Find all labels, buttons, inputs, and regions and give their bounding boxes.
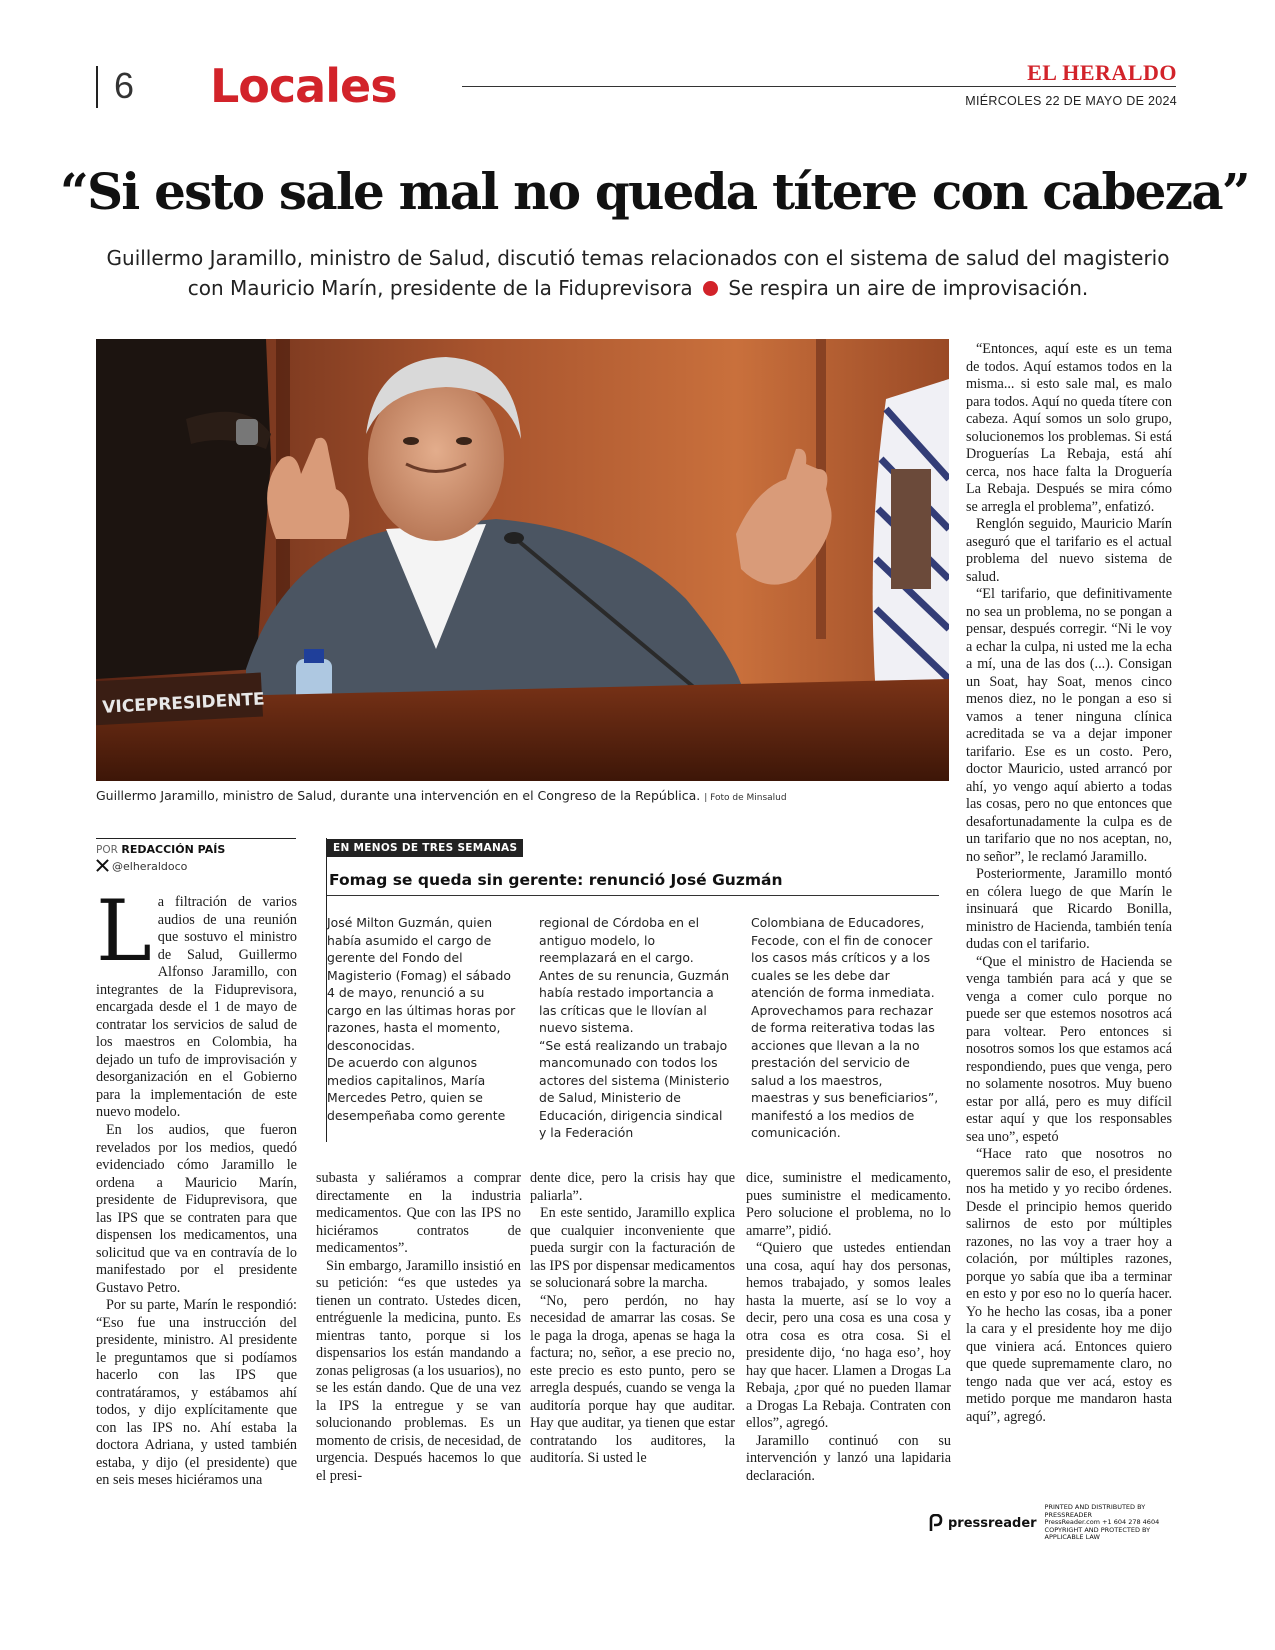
paragraph: dice, suministre el medicamento, pues suministre el medicamento. Pero solucione el problema, no lo amarre”, pidió. xyxy=(746,1170,951,1239)
byline xyxy=(96,838,296,873)
pressreader-icon xyxy=(928,1514,944,1532)
article-column-3 xyxy=(530,1170,735,1468)
sidebar-column-1 xyxy=(327,914,519,1142)
sidebar-kicker: EN MENOS DE TRES SEMANAS xyxy=(327,839,523,857)
notice-line: COPYRIGHT AND PROTECTED BY APPLICABLE LAW xyxy=(1044,1525,1151,1542)
page-header xyxy=(0,0,1275,120)
article-right-column xyxy=(966,341,1172,1426)
paragraph: José Milton Guzmán, quien había asumido el cargo de gerente del Fondo del Magisterio (Fomag) el sábado 4 de mayo, renunció a su cargo en las últimas horas por razones, hasta el momento, desconocidas. xyxy=(327,915,516,1053)
paragraph: regional de Córdoba en el antiguo modelo, lo reemplazará en el cargo. xyxy=(539,915,700,965)
article-column-2 xyxy=(316,1170,521,1485)
paragraph: a filtración de varios audios de una reunión que sostuvo el ministro de Salud, Guillermo Alfonso Jaramillo, con integrantes de la Fiduprevisora, encargada desde el 1 de mayo de contratar los servicios de salud de los maestros en Colombia, ha dejado un tufo de improvisación y desorganización en el Gobierno para la implementación de este nuevo modelo. xyxy=(96,894,297,1120)
paragraph: subasta y saliéramos a comprar directamente en la industria medicamentos. Que con las IPS no hiciéramos contratos de medicamentos”. xyxy=(316,1170,521,1256)
section-title: Locales xyxy=(210,59,397,113)
paragraph: dente dice, pero la crisis hay que paliarla”. xyxy=(530,1170,735,1204)
pressreader-footer xyxy=(928,1503,1172,1542)
headline: “Si esto sale mal no queda títere con cabeza” xyxy=(60,162,1249,221)
pressreader-logo xyxy=(928,1514,1037,1532)
sidebar-column-2 xyxy=(539,914,731,1142)
main-photo xyxy=(96,339,949,781)
issue-date: MIÉRCOLES 22 DE MAYO DE 2024 xyxy=(965,94,1177,108)
article-lead xyxy=(96,882,297,1122)
paragraph: “Hace rato que nosotros no queremos salir de eso, el presidente nos ha metido y yo recibo órdenes. Desde el principio hemos querido salirnos de esto por múltiples razones, no las voy a traer hoy a colación, por múltiples razones, porque yo sabía que iba a terminar en esto y por eso no lo quería hacer. Yo he hecho las cosas, iba a poner la cara y el presidente hoy me dijo que viniera acá. Entonces quiero que quede supremamente claro, no tengo nada que ver acá, estoy es metido porque me mandaron hasta aquí”, agregó. xyxy=(966,1146,1172,1425)
paragraph: “Entonces, aquí este es un tema de todos. Aquí estamos todos en la misma... si esto sale mal, es malo para todos. Aquí no queda títere con cabeza. Aquí somos un solo grupo, solucionemos los problemas. Si está Droguerías La Rebaja, está ahí cerca, nos hace falta la Droguería La Rebaja. Después se mira cómo se arregla el problema”, enfatizó. xyxy=(966,341,1172,515)
paragraph: Posteriormente, Jaramillo montó en cólera luego de que Marín le insinuará que Ricardo Bonilla, ministro de Hacienda, también tenía dudas con el tarifario. xyxy=(966,866,1172,952)
paragraph: Por su parte, Marín le respondió: “Eso fue una instrucción del presidente, ministro. Al presidente le preguntamos que si podíamos hacerlo con las IPS que contratáramos, y estábamos ahí todos, y dijo explícitamente que con las IPS no. Ahí estaba la doctora Adriana, y usted también estaba, y dijo (el presidente) que en seis meses hiciéramos una xyxy=(96,1297,297,1488)
byline-por: POR xyxy=(96,844,118,856)
bullet-dot-icon xyxy=(703,281,718,296)
paragraph: Jaramillo continuó con su intervención y lanzó una lapidaria declaración. xyxy=(746,1432,951,1484)
photo-caption xyxy=(96,788,956,803)
subhead-part-2: Se respira un aire de improvisación. xyxy=(728,276,1089,300)
paragraph: “No, pero perdón, no hay necesidad de amarrar las cosas. Se le paga la droga, apenas se haga la factura; no, señor, a ese precio no, este precio es esto punto, pero se arregla después, cuando se venga la auditoría porque hay que auditar. Hay que auditar, ya tienen que estar contratando los auditores, la auditoría. Si usted le xyxy=(530,1292,735,1466)
paragraph: “Quiero que ustedes entiendan una cosa, aquí hay dos personas, hemos trabajado, y somos leales hasta la muerte, así se lo voy a decir, pero una cosa es una cosa y otra cosa es otra cosa. Si el presidente dijo, ‘no haga eso’, hoy hay que hacer. Llamen a Drogas La Rebaja, ¿por qué no pueden llamar a Drogas La Rebaja. Contraten con ellos”, agregó. xyxy=(746,1240,951,1431)
page-number: 6 xyxy=(96,66,134,108)
notice-line: PRINTED AND DISTRIBUTED BY PRESSREADER xyxy=(1044,1503,1146,1519)
photo-credit: | Foto de Minsalud xyxy=(704,793,787,803)
paragraph: Sin embargo, Jaramillo insistió en su petición: “es que ustedes ya tienen un contrato. Ustedes dicen, entréguenle la medicina, punto. Es mientras tanto, porque si los dispensarios los están mandando a zonas peligrosas (a los usuarios), no se les están dando. Que de una vez la IPS la entregue y se van solucionando problemas. Es un momento de crisis, de necesidad, de urgencia. Después hacemos lo que el presi- xyxy=(316,1257,521,1484)
paragraph: Antes de su renuncia, Guzmán había restado importancia a las críticas que le llovían al nuevo sistema. xyxy=(539,967,730,1035)
paragraph: Renglón seguido, Mauricio Marín aseguró que el tarifario es el actual problema del nuevo sistema de salud. xyxy=(966,516,1172,585)
subhead-part-1: Guillermo Jaramillo, ministro de Salud, discutió temas relacionados con el sistema de salud del magisterio con Mauricio Marín, presidente de la Fiduprevisora xyxy=(106,246,1170,300)
article-column-4 xyxy=(746,1170,951,1485)
notice-line: PressReader.com +1 604 278 4604 xyxy=(1044,1518,1160,1527)
header-rule xyxy=(462,86,1176,87)
sidebar-title: Fomag se queda sin gerente: renunció José Guzmán xyxy=(327,871,939,896)
nameplate-text: VICEPRESIDENTE xyxy=(101,689,266,718)
social-handle[interactable]: @elheraldoco xyxy=(112,860,188,873)
paragraph: “El tarifario, que definitivamente no sea un problema, no se pongan a pensar, después corregir. “Ni le voy a echar la culpa, ni usted me la echa a mí, una de las dos (...). Consigan un Soat, hay Soat, menos cinco menos diez, no le pongan a eso si vamos a tener ninguna clínica acreditada se va a dejar imponer tarifario. Ese es un costo. Pero, doctor Mauricio, usted arrancó por ahí, yo vengo aquí abierto a todas las cosas, pero no que entonces que desafortunadamente la culpa es de un tarifario que no nos aceptan, no, no señor”, le reclamó Jaramillo. xyxy=(966,586,1172,865)
sidebar-column-3 xyxy=(751,914,943,1142)
paragraph: En los audios, que fueron revelados por los medios, quedó evidenciado cómo Jaramillo le ordena a Mauricio Marín, presidente de Fiduprevisora, que las IPS que se contraten para que dispensen los medicamentos, una solicitud que va en contravía de lo manifestado por el presidente Gustavo Petro. xyxy=(96,1122,297,1296)
paragraph: Colombiana de Educadores, Fecode, con el fin de conocer los casos más críticos y a los cuales se les debe dar atención de forma inmediata. Aprovechamos para rechazar de forma reiterativa todas las acciones que llevan a la no prestación del servicio de salud a los maestros, maestras y sus beneficiarios”, manifestó a los medios de comunicación. xyxy=(751,915,939,1140)
pressreader-notice xyxy=(1045,1504,1172,1542)
paragraph: De acuerdo con algunos medios capitalinos, María Mercedes Petro, quien se desempeñaba como gerente xyxy=(327,1055,506,1123)
caption-text: Guillermo Jaramillo, ministro de Salud, durante una intervención en el Congreso de la República. xyxy=(96,788,701,803)
article-column-1 xyxy=(96,1122,297,1490)
paragraph: “Se está realizando un trabajo mancomunado con todos los actores del sistema (Ministerio de Salud, Ministerio de Educación, dirigencia sindical y la Federación xyxy=(539,1037,730,1140)
pressreader-brand: pressreader xyxy=(948,1515,1037,1531)
sidebar-box xyxy=(326,838,943,1142)
newspaper-name: EL HERALDO xyxy=(1027,60,1177,85)
x-twitter-icon xyxy=(96,859,109,872)
drop-cap: L xyxy=(96,882,152,980)
sidebar-columns xyxy=(327,914,943,1142)
paragraph: En este sentido, Jaramillo explica que cualquier inconveniente que pueda surgir con la facturación de las IPS por dispensar medicamentos se solucionará sobre la marcha. xyxy=(530,1205,735,1291)
subheadline xyxy=(88,243,1188,303)
paragraph: “Que el ministro de Hacienda se venga también para acá y que se venga a comer culo porque no puede ser que estemos nosotros acá para voltear. Pero entonces si nosotros somos los que estamos acá respondiendo, pues que venga, pero no solamente nosotros. Muy bueno estar por allá, pero es muy difícil estar aquí y que los responsables sea uno”, espetó xyxy=(966,953,1172,1145)
byline-author: REDACCIÓN PAÍS xyxy=(121,843,226,856)
